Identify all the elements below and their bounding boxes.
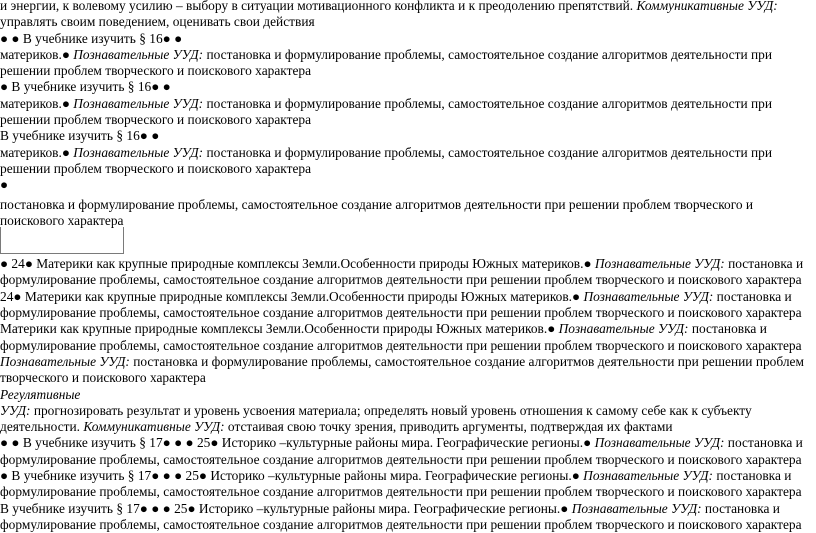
text-line <box>0 0 812 14</box>
body-text: отстаивая свою точку зрения, приводить аргументы, подтверждая их фактами <box>224 419 673 435</box>
text-line <box>0 435 812 451</box>
body-text: формулирование проблемы, самостоятельное создание алгоритмов деятельности при решении проблем творческого и поискового характера <box>0 484 802 500</box>
text-line <box>0 484 812 500</box>
body-text: формулирование проблемы, самостоятельное создание алгоритмов деятельности при решении проблем творческого и поискового характера <box>0 305 802 321</box>
body-text: Материки как крупные природные комплексы Земли.Особенности природы Южных материков.● <box>0 321 559 337</box>
text-line <box>0 272 812 288</box>
text-line <box>0 321 812 337</box>
text-line <box>0 338 812 354</box>
italic-heading-text: Познавательные УУД: <box>594 435 725 451</box>
text-line <box>0 468 812 484</box>
italic-heading-text: Коммуникативные УУД: <box>636 0 778 13</box>
body-text: формулирование проблемы, самостоятельное создание алгоритмов деятельности при решении проблем творческого и поискового характера <box>0 272 802 288</box>
body-text: и энергии, к волевому усилию – выбору в ситуации мотивационного конфликта и к преодолению препятствий. <box>0 0 637 13</box>
body-text: решении проблем творческого и поискового характера <box>0 63 312 79</box>
body-text: постановка и <box>724 435 803 451</box>
text-line <box>0 197 812 213</box>
body-text: постановка и формулирование проблемы, самостоятельное создание алгоритмов деятельности при <box>203 46 773 62</box>
text-line <box>0 128 812 144</box>
italic-heading-text: УУД: <box>0 402 31 418</box>
italic-heading-text: Познавательные УУД: <box>594 256 725 272</box>
body-text: постановка и <box>713 468 792 484</box>
text-line <box>0 517 812 533</box>
text-line <box>0 177 812 193</box>
text-line <box>0 31 812 47</box>
body-text: управлять своим поведением, оценивать свои действия <box>0 14 315 30</box>
body-text: постановка и формулирование проблемы, самостоятельное создание алгоритмов деятельности при решении проблем <box>129 353 804 369</box>
text-line <box>0 112 812 128</box>
body-text: ● <box>0 177 9 193</box>
italic-heading-text: Познавательные УУД: <box>571 500 702 516</box>
body-text: ● В учебнике изучить § 17● ● ● 25● Историко –культурные районы мира. Географические регионы.● <box>0 468 584 484</box>
text-line <box>0 256 812 272</box>
text-line <box>0 419 812 435</box>
body-text: постановка и <box>713 288 792 304</box>
text-line <box>0 305 812 321</box>
text-line <box>0 501 812 517</box>
body-text: деятельности. <box>0 419 84 435</box>
body-text: материков.● <box>0 144 74 160</box>
italic-heading-text: Познавательные УУД: <box>73 144 204 160</box>
body-text: постановка и формулирование проблемы, самостоятельное создание алгоритмов деятельности при <box>203 144 773 160</box>
body-text: формулирование проблемы, самостоятельное создание алгоритмов деятельности при решении проблем творческого и поискового характера <box>0 451 802 467</box>
italic-heading-text: Познавательные УУД: <box>73 95 204 111</box>
text-line <box>0 289 812 305</box>
text-line <box>0 79 812 95</box>
body-text: постановка и <box>724 256 804 272</box>
text-line <box>0 354 812 370</box>
body-text: решении проблем творческого и поискового характера <box>0 160 312 176</box>
text-line <box>0 96 812 112</box>
text-line <box>0 161 812 177</box>
body-text: В учебнике изучить § 16● ● <box>0 128 160 144</box>
text-line <box>0 145 812 161</box>
text-line <box>0 14 812 30</box>
italic-heading-text: Познавательные УУД: <box>0 353 130 369</box>
italic-heading-text: Познавательные УУД: <box>558 321 689 337</box>
body-text: ● 24● Материки как крупные природные комплексы Земли.Особенности природы Южных материков.● <box>0 256 595 272</box>
body-text: формулирование проблемы, самостоятельное создание алгоритмов деятельности при решении проблем творческого и поискового характера <box>0 337 802 353</box>
text-line <box>0 452 812 468</box>
italic-heading-text: Познавательные УУД: <box>583 468 714 484</box>
body-text: постановка и формулирование проблемы, самостоятельное создание алгоритмов деятельности при <box>203 95 773 111</box>
text-line <box>0 403 812 419</box>
body-text: 24● Материки как крупные природные комплексы Земли.Особенности природы Южных материков.● <box>0 288 584 304</box>
text-line <box>0 47 812 63</box>
body-text: ● ● В учебнике изучить § 16● ● <box>0 30 183 46</box>
body-text: ● В учебнике изучить § 16● ● <box>0 79 171 95</box>
italic-heading-text: Коммуникативные УУД: <box>83 419 225 435</box>
body-text: поискового характера <box>0 212 124 228</box>
body-text: постановка и <box>701 500 780 516</box>
text-line <box>0 63 812 79</box>
italic-heading-text: Познавательные УУД: <box>583 288 714 304</box>
text-line <box>0 213 812 229</box>
text-line <box>0 387 812 403</box>
body-text: решении проблем творческого и поискового характера <box>0 112 312 128</box>
body-text: В учебнике изучить § 17● ● ● 25● Историко –культурные районы мира. Географические регионы.● <box>0 500 572 516</box>
body-text: творческого и поискового характера <box>0 370 206 386</box>
body-text: прогнозировать результат и уровень усвоения материала; определять новый уровень отношения к самому себе как к субъекту <box>30 402 752 418</box>
body-text: материков.● <box>0 95 74 111</box>
body-text: ● ● В учебнике изучить § 17● ● ● 25● Историко –культурные районы мира. Географические регионы.● <box>0 435 595 451</box>
text-line <box>0 370 812 386</box>
body-text: формулирование проблемы, самостоятельное создание алгоритмов деятельности при решении проблем творческого и поискового характера <box>0 516 802 532</box>
italic-heading-text: Познавательные УУД: <box>73 46 204 62</box>
italic-heading-text: Регулятивные <box>0 386 81 402</box>
body-text: материков.● <box>0 46 74 62</box>
body-text: постановка и формулирование проблемы, самостоятельное создание алгоритмов деятельности при решении проблем творческого и <box>0 196 754 212</box>
empty-table-cell <box>0 227 124 254</box>
body-text: постановка и <box>688 321 767 337</box>
